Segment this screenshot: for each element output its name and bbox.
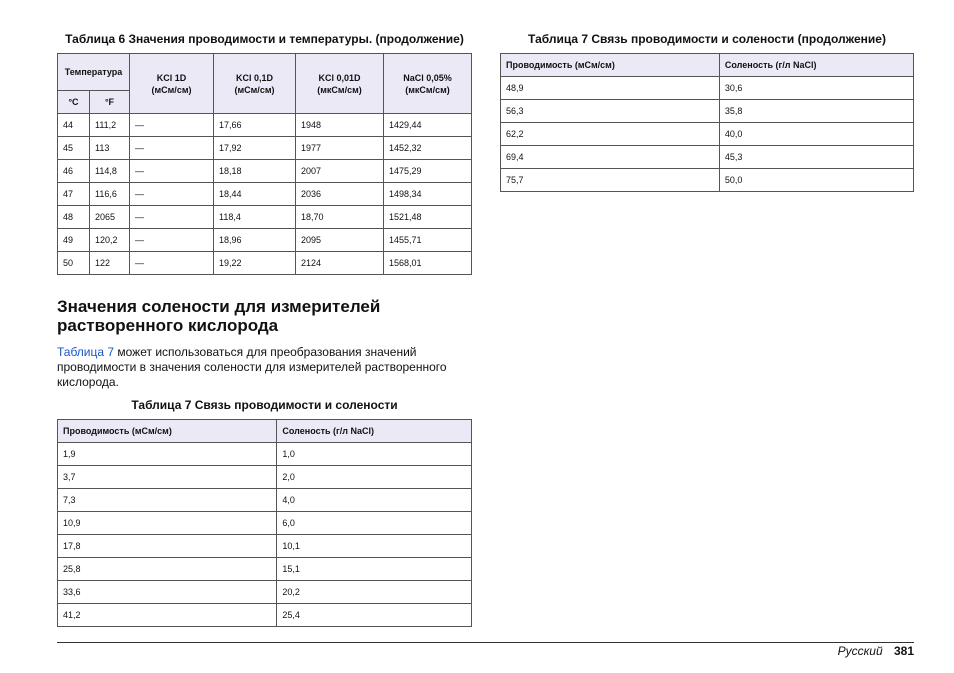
table-cell: 48 — [58, 206, 90, 229]
page-footer — [838, 644, 914, 658]
table-cell: 46 — [58, 160, 90, 183]
table7-caption: Таблица 7 Связь проводимости и солености — [131, 398, 398, 412]
table-cell: 1568,01 — [384, 252, 472, 275]
table-row — [58, 466, 472, 489]
table-cell: 18,44 — [214, 183, 296, 206]
table-cell: 7,3 — [58, 489, 277, 512]
table-cell: 2,0 — [277, 466, 472, 489]
table-row — [501, 146, 914, 169]
table-cell: 44 — [58, 114, 90, 137]
left-column — [57, 32, 472, 627]
table7-continued — [500, 53, 914, 192]
table-cell: 15,1 — [277, 558, 472, 581]
footer-rule — [57, 642, 914, 643]
table-cell: 4,0 — [277, 489, 472, 512]
table-cell: 122 — [90, 252, 130, 275]
table-cell: — — [130, 114, 214, 137]
table-cell: 2065 — [90, 206, 130, 229]
table-row — [58, 443, 472, 466]
table-cell: 1455,71 — [384, 229, 472, 252]
table-cell: 75,7 — [501, 169, 720, 192]
table-row — [501, 169, 914, 192]
table-cell: 50,0 — [719, 169, 913, 192]
table-cell: 45 — [58, 137, 90, 160]
table-row — [58, 489, 472, 512]
table-cell: 30,6 — [719, 77, 913, 100]
conductivity-header: Проводимость (мСм/см) — [58, 420, 277, 443]
table-cell: 18,70 — [296, 206, 384, 229]
table-cell: — — [130, 252, 214, 275]
table-cell: 25,8 — [58, 558, 277, 581]
table-cell: 18,96 — [214, 229, 296, 252]
table-row — [58, 183, 472, 206]
table-cell: 20,2 — [277, 581, 472, 604]
table-cell: 116,6 — [90, 183, 130, 206]
table-cell: 48,9 — [501, 77, 720, 100]
table-row — [501, 123, 914, 146]
table-cell: 10,9 — [58, 512, 277, 535]
table-cell: 1429,44 — [384, 114, 472, 137]
table-cell: 2095 — [296, 229, 384, 252]
table-row — [58, 137, 472, 160]
temperature-header: Температура — [58, 54, 130, 91]
table-row — [58, 229, 472, 252]
table-cell: 1498,34 — [384, 183, 472, 206]
table-cell: 1948 — [296, 114, 384, 137]
table-cell: 33,6 — [58, 581, 277, 604]
table-cell: 69,4 — [501, 146, 720, 169]
table-cell: 6,0 — [277, 512, 472, 535]
table-cell: 114,8 — [90, 160, 130, 183]
table-cell: 49 — [58, 229, 90, 252]
table7-body — [58, 443, 472, 627]
table-row — [58, 512, 472, 535]
footer-language: Русский — [837, 644, 883, 658]
table-cell: — — [130, 137, 214, 160]
table-cell: — — [130, 206, 214, 229]
table7-continued-body — [501, 77, 914, 192]
section-paragraph: Таблица 7 может использоваться для преобразования значений проводимости в значения солености для измерителей растворенного кислорода. — [57, 345, 447, 389]
nacl-header: NaCl 0,05% (мкСм/см) — [384, 54, 472, 114]
salinity-header: Соленость (г/л NaCl) — [719, 54, 913, 77]
table-row — [58, 581, 472, 604]
table-cell: — — [130, 160, 214, 183]
table-row — [58, 604, 472, 627]
table-cell: 2124 — [296, 252, 384, 275]
table-cell: 111,2 — [90, 114, 130, 137]
table-row — [501, 100, 914, 123]
table7-link[interactable]: Таблица 7 — [57, 345, 115, 359]
table6-caption: Таблица 6 Значения проводимости и температуры. (продолжение) — [65, 32, 464, 46]
table7cont-caption: Таблица 7 Связь проводимости и солености (продолжение) — [528, 32, 886, 46]
table-cell: — — [130, 229, 214, 252]
table-cell: 2036 — [296, 183, 384, 206]
kcl001d-header: KCl 0,01D (мкСм/см) — [296, 54, 384, 114]
table-cell: 120,2 — [90, 229, 130, 252]
fahrenheit-header: °F — [90, 91, 130, 114]
salinity-header: Соленость (г/л NaCl) — [277, 420, 472, 443]
table-cell: 47 — [58, 183, 90, 206]
table-row — [58, 114, 472, 137]
kcl01d-header: KCl 0,1D (мСм/см) — [214, 54, 296, 114]
section-title: Значения солености для измерителей растворенного кислорода — [57, 297, 381, 335]
table-cell: 1475,29 — [384, 160, 472, 183]
table-cell: 35,8 — [719, 100, 913, 123]
table-cell: 1,9 — [58, 443, 277, 466]
table7 — [57, 419, 472, 627]
table6-body — [58, 114, 472, 275]
celsius-header: °C — [58, 91, 90, 114]
table-cell: 17,66 — [214, 114, 296, 137]
table-row — [58, 206, 472, 229]
table-row — [58, 252, 472, 275]
table-cell: 17,92 — [214, 137, 296, 160]
table-cell: 19,22 — [214, 252, 296, 275]
table6 — [57, 53, 472, 275]
table-cell: 2007 — [296, 160, 384, 183]
table-row — [58, 160, 472, 183]
conductivity-header: Проводимость (мСм/см) — [501, 54, 720, 77]
table-cell: 56,3 — [501, 100, 720, 123]
table-cell: 40,0 — [719, 123, 913, 146]
table-cell: 18,18 — [214, 160, 296, 183]
table-cell: 3,7 — [58, 466, 277, 489]
table-cell: 25,4 — [277, 604, 472, 627]
kcl1d-header: KCl 1D (мСм/см) — [130, 54, 214, 114]
table-cell: 118,4 — [214, 206, 296, 229]
table-cell: 10,1 — [277, 535, 472, 558]
table-row — [58, 558, 472, 581]
table-cell: 62,2 — [501, 123, 720, 146]
table-cell: 1977 — [296, 137, 384, 160]
table-cell: 45,3 — [719, 146, 913, 169]
table-cell: 113 — [90, 137, 130, 160]
page-number: 381 — [893, 644, 914, 658]
table-cell: 1,0 — [277, 443, 472, 466]
table-row — [501, 77, 914, 100]
table-cell: 50 — [58, 252, 90, 275]
table-cell: 17,8 — [58, 535, 277, 558]
table-row — [58, 535, 472, 558]
right-column — [500, 32, 914, 192]
table-cell: 1521,48 — [384, 206, 472, 229]
table-cell: — — [130, 183, 214, 206]
table-cell: 41,2 — [58, 604, 277, 627]
table-cell: 1452,32 — [384, 137, 472, 160]
